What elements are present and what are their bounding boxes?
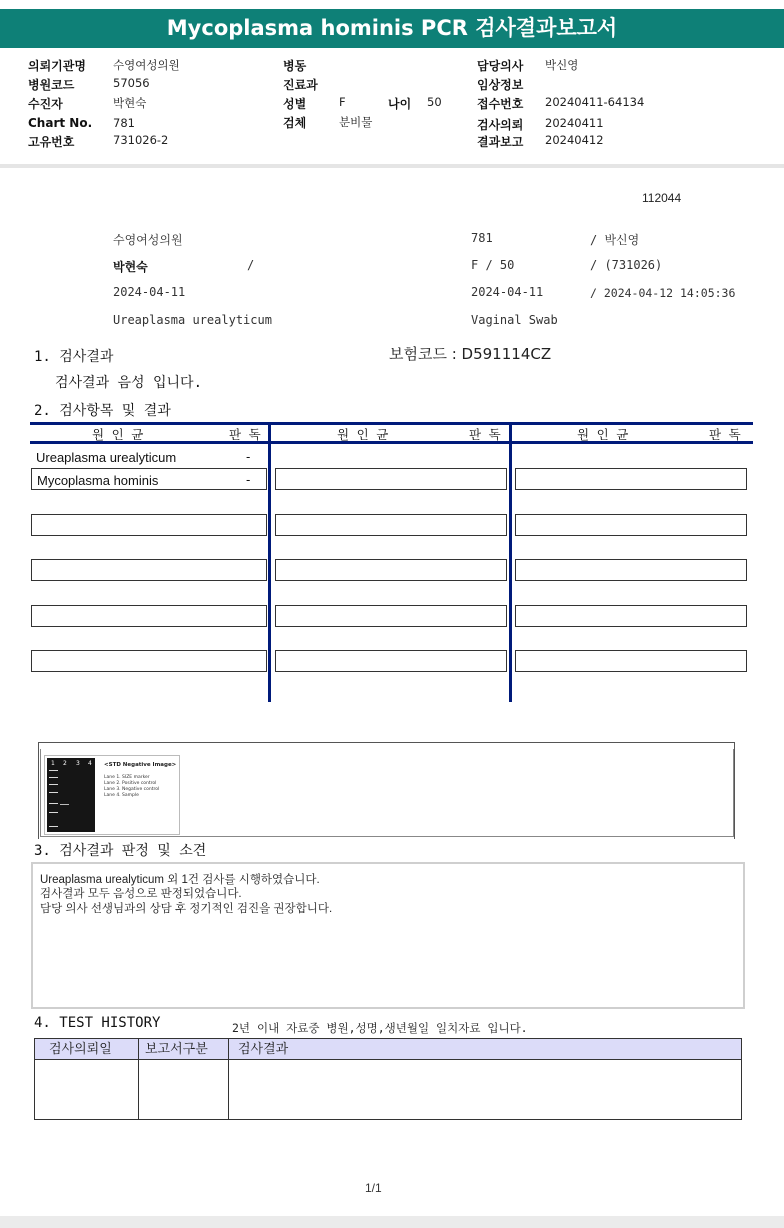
- organism-result: -: [246, 449, 251, 464]
- gel-band: [49, 784, 58, 785]
- gel-band: [49, 777, 58, 778]
- history-col-report-type: 보고서구분: [145, 1042, 208, 1057]
- gel-caption: Lane 2. Positive control: [104, 781, 157, 786]
- lane-number: 1: [51, 760, 55, 767]
- history-col-request-date: 검사의뢰일: [49, 1042, 112, 1057]
- gel-band: [49, 803, 58, 804]
- gel-band: [49, 770, 58, 771]
- patient-value: 박현숙: [113, 96, 147, 110]
- institution-label: 의뢰기관명: [28, 59, 86, 73]
- comment-line: 검사결과 모두 음성으로 판정되었습니다.: [40, 888, 242, 900]
- result-row: [275, 605, 507, 627]
- result-row: [31, 559, 267, 581]
- clinical-info-label: 임상정보: [477, 78, 524, 92]
- sex-label: 성별: [283, 97, 307, 111]
- info-slash: /: [247, 258, 255, 272]
- lane-number: 3: [76, 760, 80, 767]
- insurance-code: 보험코드 : D591114CZ: [389, 345, 552, 363]
- info-specimen: Vaginal Swab: [471, 313, 558, 327]
- history-col-divider: [138, 1039, 139, 1119]
- history-col-divider: [228, 1039, 229, 1119]
- comment-line: 담당 의사 선생님과의 상담 후 정기적인 검진을 권장합니다.: [40, 903, 333, 915]
- comment-line: Ureaplasma urealyticum 외 1건 검사를 시행하였습니다.: [40, 874, 320, 886]
- specimen-label: 검체: [283, 116, 307, 130]
- history-col-result: 검사결과: [238, 1042, 289, 1057]
- col-judgment: 판 독: [709, 427, 741, 442]
- hospital-code-label: 병원코드: [28, 78, 75, 92]
- result-row: [31, 605, 267, 627]
- result-row: [275, 559, 507, 581]
- hospital-code-value: 57056: [113, 76, 150, 90]
- dept-label: 진료과: [283, 78, 318, 92]
- result-row: [31, 650, 267, 672]
- info-request-date: 2024-04-11: [113, 285, 186, 299]
- organism-result: -: [246, 472, 251, 487]
- result-row: [515, 605, 747, 627]
- patient-label: 수진자: [28, 97, 63, 111]
- age-label: 나이: [388, 97, 412, 111]
- receipt-label: 접수번호: [477, 97, 524, 111]
- history-table-header: [35, 1039, 741, 1060]
- report-title: Mycoplasma hominis PCR 검사결과보고서: [0, 9, 784, 48]
- unique-no-value: 731026-2: [113, 133, 169, 147]
- history-table: [34, 1038, 742, 1120]
- doctor-label: 담당의사: [477, 59, 524, 73]
- footer-bar: [0, 1216, 784, 1228]
- organism-name: Ureaplasma urealyticum: [36, 450, 177, 465]
- lane-number: 2: [63, 760, 67, 767]
- ward-label: 병동: [283, 59, 307, 73]
- page-number: 1/1: [365, 1181, 382, 1195]
- info-birth: / (731026): [590, 258, 663, 272]
- col-judgment: 판 독: [469, 427, 501, 442]
- gel-caption: Lane 4. Sample: [104, 793, 139, 798]
- section4-title: 4. TEST HISTORY: [34, 1015, 161, 1031]
- result-row: [515, 559, 747, 581]
- chart-no-label: Chart No.: [28, 116, 93, 130]
- info-sex-age: F / 50: [471, 258, 515, 272]
- report-date-label: 결과보고: [477, 135, 524, 149]
- result-row: [31, 514, 267, 536]
- result-row: [515, 514, 747, 536]
- gel-band: [49, 812, 58, 813]
- header-separator: [0, 164, 784, 168]
- gel-caption-title: <STD Negative Image>: [104, 762, 177, 768]
- col-organism: 원 인 균: [337, 427, 389, 442]
- section3-title: 3. 검사결과 판정 및 소견: [34, 843, 207, 859]
- section2-title: 2. 검사항목 및 결과: [34, 403, 171, 419]
- col-organism: 원 인 균: [92, 427, 144, 442]
- info-receive-date: 2024-04-11: [471, 285, 544, 299]
- info-doctor: / 박신영: [590, 233, 640, 247]
- column-divider: [509, 422, 512, 702]
- receipt-value: 20240411-64134: [545, 95, 645, 109]
- gel-caption: Lane 1. SIZE marker: [104, 775, 150, 780]
- result-row: [275, 514, 507, 536]
- col-judgment: 판 독: [229, 427, 261, 442]
- organism-name: Mycoplasma hominis: [37, 473, 159, 488]
- gel-band: [60, 804, 69, 805]
- result-row: [275, 468, 507, 490]
- lane-number: 4: [88, 760, 92, 767]
- doctor-value: 박신영: [545, 58, 579, 72]
- info-clinic: 수영여성의원: [113, 233, 183, 247]
- info-chart-no: 781: [471, 231, 493, 245]
- info-test-name: Ureaplasma urealyticum: [113, 313, 272, 327]
- info-report-time: / 2024-04-12 14:05:36: [590, 286, 736, 300]
- gel-band: [49, 792, 58, 793]
- report-code: 112044: [642, 191, 682, 205]
- result-row: [515, 650, 747, 672]
- sex-value: F: [339, 95, 346, 109]
- section1-title: 1. 검사결과: [34, 349, 114, 365]
- history-note: 2년 이내 자료중 병원,성명,생년월일 일치자료 입니다.: [232, 1021, 528, 1035]
- unique-no-label: 고유번호: [28, 135, 75, 149]
- age-value: 50: [427, 95, 442, 109]
- institution-value: 수영여성의원: [113, 58, 180, 72]
- gel-band: [49, 826, 58, 827]
- request-value: 20240411: [545, 116, 604, 130]
- result-summary: 검사결과 음성 입니다.: [55, 375, 203, 391]
- info-patient: 박현숙: [113, 260, 148, 274]
- report-date-value: 20240412: [545, 133, 604, 147]
- col-organism: 원 인 균: [577, 427, 629, 442]
- request-label: 검사의뢰: [477, 118, 524, 132]
- gel-caption: Lane 3. Negative control: [104, 787, 160, 792]
- result-row: [515, 468, 747, 490]
- column-divider: [268, 422, 271, 702]
- specimen-value: 분비물: [339, 115, 373, 129]
- chart-no-value: 781: [113, 116, 135, 130]
- result-row: [275, 650, 507, 672]
